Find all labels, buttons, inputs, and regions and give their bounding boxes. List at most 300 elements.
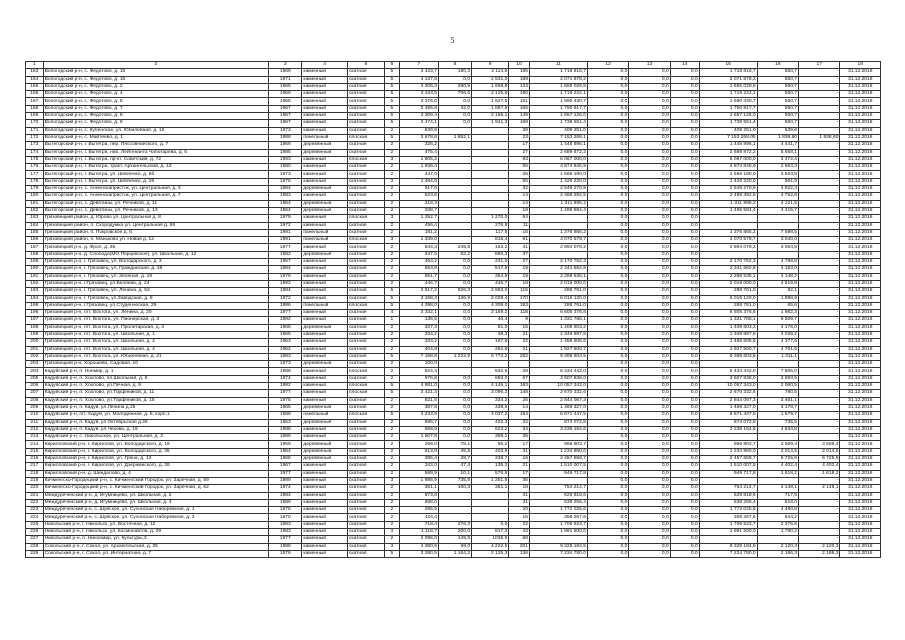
table-cell: 1968	[269, 456, 302, 463]
table-cell: 115	[509, 288, 530, 295]
table-cell: 31.12.2016	[840, 127, 881, 134]
table-cell: плоская	[347, 215, 384, 222]
table-cell: Никольский р-н, г. Никольск, ул. Космонавтов, д. 29	[43, 529, 269, 536]
table-cell: 1982	[269, 251, 302, 258]
table-cell: 0,0	[629, 412, 670, 419]
table-cell: 5	[385, 113, 399, 120]
column-header-13: 13	[629, 62, 670, 69]
table-cell: 2	[385, 324, 399, 331]
table-cell: 0,0	[670, 259, 699, 266]
table-cell: 4 519,8	[757, 280, 798, 287]
table-cell: 0,0	[670, 339, 699, 346]
table-cell: 218	[26, 470, 44, 477]
table-cell: 31.12.2016	[840, 237, 881, 244]
table-cell: 229	[26, 550, 44, 557]
table-cell: скатная	[347, 507, 384, 514]
table-cell: 0,0	[629, 390, 670, 397]
column-header-14: 14	[670, 62, 699, 69]
table-body	[26, 69, 881, 558]
table-cell: Грязовецкий р-н, г. Грязовец, ул. Гражданская, д. 26	[43, 266, 269, 273]
table-cell: 0,0	[587, 426, 628, 433]
table-cell: Грязовецкий р-н, пгт. Вохтога, ул. Школьная, д. 4	[43, 346, 269, 353]
table-row	[26, 259, 881, 266]
table-cell: скатная	[347, 331, 384, 338]
table-cell: -	[799, 324, 840, 331]
table-cell: скатная	[347, 91, 384, 98]
table-cell: -	[799, 536, 840, 543]
table-cell: 639,9	[399, 127, 438, 134]
table-cell	[438, 207, 471, 214]
table-cell: 31.12.2016	[840, 229, 881, 236]
table-cell: скатная	[347, 266, 384, 273]
table-cell: 31.12.2016	[840, 215, 881, 222]
table-cell: Вытегорский р-н, с. Девятины, ул. Речников, д. 11	[43, 200, 269, 207]
table-cell	[472, 127, 509, 134]
table-cell: 31.12.2016	[840, 120, 881, 127]
table-cell: 2	[385, 507, 399, 514]
table-cell: 3 607 838,0	[699, 375, 757, 382]
table-cell: 0,0	[629, 463, 670, 470]
table-cell: 0,0	[472, 521, 509, 528]
table-cell: 2 060,5	[757, 383, 798, 390]
table-cell: 1986	[269, 434, 302, 441]
table-cell: 2	[385, 419, 399, 426]
table-cell: 0,0	[670, 397, 699, 404]
table-cell	[699, 477, 757, 484]
table-cell: Грязовецкий район, п. Покровское д. 6	[43, 229, 269, 236]
table-cell: 3 280,5	[399, 550, 438, 557]
table-cell: -	[799, 353, 840, 360]
table-cell: 18	[509, 207, 530, 214]
table-cell: 0,0	[670, 222, 699, 229]
table-cell: -	[799, 404, 840, 411]
table-cell	[529, 215, 587, 222]
table-cell: 0,0	[629, 310, 670, 317]
table-cell: 0,0	[629, 485, 670, 492]
table-cell: скатная	[347, 499, 384, 506]
table-cell: 91,0	[472, 324, 509, 331]
table-cell: 385,4	[399, 456, 438, 463]
table-row	[26, 485, 881, 492]
table-cell: 2 186,3	[799, 550, 840, 557]
table-cell: 949 717,8	[529, 470, 587, 477]
table-cell: 55	[509, 178, 530, 185]
table-cell: 0,0	[629, 280, 670, 287]
table-cell: Кадуйский р-н, п. Кадуй, ул.Чехова, д. 19	[43, 426, 269, 433]
table-cell: 0,0	[629, 251, 670, 258]
table-cell: Вытегорский р-н, с. Девятины, ул. Речников, д. 13	[43, 207, 269, 214]
table-row	[26, 295, 881, 302]
table-cell: 0,0	[629, 171, 670, 178]
table-cell: -	[799, 390, 840, 397]
table-cell: скатная	[347, 434, 384, 441]
table-cell: 0,0	[670, 142, 699, 149]
table-cell: Междуреченский р-н, с. Шуйское, ул. Сухонская Набережная, д. 3	[43, 514, 269, 521]
table-cell: 0,0	[670, 419, 699, 426]
table-cell: 1 495 584,4	[529, 207, 587, 214]
table-cell: 262	[509, 353, 530, 360]
table-cell: 1 495 584,4	[699, 207, 757, 214]
table-cell: 173	[26, 142, 44, 149]
table-cell: 225	[26, 521, 44, 528]
table-cell: 31.12.2016	[840, 397, 881, 404]
table-cell: скатная	[347, 456, 384, 463]
table-cell: 424,4	[399, 514, 438, 521]
table-cell: 1 510 007,5	[529, 463, 587, 470]
table-cell: 2	[385, 164, 399, 171]
table-cell: 3 474,1	[399, 120, 438, 127]
table-row	[26, 91, 881, 98]
table-cell: -	[799, 266, 840, 273]
table-cell: 6 671 447,5	[529, 412, 587, 419]
table-cell: 1 234 860,0	[699, 448, 757, 455]
table-cell	[529, 536, 587, 543]
table-cell: 180,3	[438, 69, 471, 76]
table-cell: 31.12.2016	[840, 426, 881, 433]
table-cell: 2	[385, 463, 399, 470]
table-cell: 0,0	[587, 397, 628, 404]
table-cell: 0,0	[587, 383, 628, 390]
table-cell: 1 448 896,1	[699, 142, 757, 149]
table-cell: каменный	[302, 222, 348, 229]
table-cell	[472, 156, 509, 163]
table-cell	[438, 149, 471, 156]
table-cell: 563,9	[399, 266, 438, 273]
table-cell: 2 288 535,1	[699, 273, 757, 280]
table-cell: 0,0	[587, 273, 628, 280]
table-row	[26, 222, 881, 229]
table-cell: 2	[385, 514, 399, 521]
table-cell: 2 125,3	[472, 550, 509, 557]
table-cell: 0,0	[587, 251, 628, 258]
table-cell: 31.12.2016	[840, 434, 881, 441]
table-cell: каменный	[302, 295, 348, 302]
table-cell: 1975	[269, 397, 302, 404]
table-cell: 2	[385, 426, 399, 433]
table-cell: 31.12.2016	[840, 273, 881, 280]
table-row	[26, 426, 881, 433]
table-cell: 0,0	[670, 134, 699, 141]
table-cell: 31.12.2016	[840, 171, 881, 178]
table-cell: каменный	[302, 529, 348, 536]
table-cell: 1973	[269, 171, 302, 178]
table-row	[26, 127, 881, 134]
table-cell: 0,0	[670, 331, 699, 338]
table-cell	[472, 142, 509, 149]
table-cell: скатная	[347, 149, 384, 156]
table-cell: 0,0	[670, 361, 699, 368]
table-cell: 1965	[269, 331, 302, 338]
table-cell: 1 118,7	[399, 529, 438, 536]
table-row	[26, 375, 881, 382]
table-cell: каменный	[302, 273, 348, 280]
table-cell: 1 251,9	[472, 477, 509, 484]
table-cell: 0,0	[438, 346, 471, 353]
table-cell: 0,0	[670, 375, 699, 382]
table-cell: 211	[26, 419, 44, 426]
table-cell: 0,0	[438, 390, 471, 397]
table-cell: 4 789,8	[757, 259, 798, 266]
table-cell: 0,0	[670, 368, 699, 375]
table-cell: скатная	[347, 485, 384, 492]
table-cell: 31.12.2016	[840, 149, 881, 156]
table-cell: 32	[509, 419, 530, 426]
table-cell: -	[799, 529, 840, 536]
table-cell: -	[799, 156, 840, 163]
table-cell	[529, 251, 587, 258]
table-cell: каменный	[302, 331, 348, 338]
table-cell: 2 341 662,8	[529, 266, 587, 273]
table-cell: 2	[385, 251, 399, 258]
table-cell: 6 087 000,0	[529, 156, 587, 163]
table-cell: 1	[385, 317, 399, 324]
table-cell: 19	[509, 266, 530, 273]
table-cell: 2 670 332,6	[529, 390, 587, 397]
table-cell: 358 267,6	[529, 514, 587, 521]
table-cell: Грязовецкий р-н, пгт. Вохтога, ул. Пролетарская, д. 3	[43, 324, 269, 331]
table-cell: панельный	[302, 229, 348, 236]
table-cell: 0,0	[438, 113, 471, 120]
table-cell: 0,0	[438, 397, 471, 404]
table-cell: 32	[509, 186, 530, 193]
table-cell: 817,3	[472, 529, 509, 536]
table-cell: 2	[385, 375, 399, 382]
table-cell: 0,0	[670, 529, 699, 536]
table-cell: 550,7	[757, 105, 798, 112]
table-cell: 0,0	[670, 171, 699, 178]
table-cell: 1 867,8	[472, 105, 509, 112]
table-cell: 780,5	[757, 390, 798, 397]
table-cell: 4 039,2	[757, 331, 798, 338]
table-cell: скатная	[347, 273, 384, 280]
table-cell: каменный	[302, 317, 348, 324]
table-cell: 4 480,8	[757, 507, 798, 514]
table-cell: 2 125,8	[472, 91, 509, 98]
table-cell: 0,0	[629, 266, 670, 273]
table-cell: 351,1	[399, 485, 438, 492]
table-cell: каменный	[302, 76, 348, 83]
table-cell: скатная	[347, 397, 384, 404]
table-cell: Вытегорский р-н, г. Вытегра, ул. Шевченко, д. 26	[43, 178, 269, 185]
table-cell: 0,0	[438, 339, 471, 346]
table-cell: Грязовецкий р-н, г. Грязовец, ул. Зеленая, д. 19	[43, 273, 269, 280]
table-cell	[529, 361, 587, 368]
table-cell: 1 657 126,0	[699, 113, 757, 120]
table-cell: -	[799, 171, 840, 178]
table-cell: 453,2	[399, 259, 438, 266]
table-cell: 31.12.2016	[840, 463, 881, 470]
table-cell: 276,3	[438, 521, 471, 528]
table-cell: 1957	[269, 259, 302, 266]
table-cell: 1963	[269, 339, 302, 346]
table-cell	[438, 127, 471, 134]
table-cell: 326,2	[399, 142, 438, 149]
table-cell: 456,4	[399, 222, 438, 229]
table-cell: 0,0	[670, 353, 699, 360]
table-cell: 5	[385, 69, 399, 76]
table-cell: 5	[385, 383, 399, 390]
table-cell: 190	[26, 266, 44, 273]
table-cell: 3	[385, 178, 399, 185]
column-header-18: 18	[840, 62, 881, 69]
table-cell: 0,0	[438, 404, 471, 411]
table-cell: 17	[509, 441, 530, 448]
table-cell: 28,7	[438, 456, 471, 463]
table-cell: каменный	[302, 105, 348, 112]
table-cell: 7 234 780,0	[529, 550, 587, 557]
table-cell: 0,0	[587, 164, 628, 171]
table-cell: 347,5	[399, 251, 438, 258]
table-cell: 1 780,2	[757, 529, 798, 536]
table-cell: Вологодский р-н, с. Майтеево, д. 1	[43, 134, 269, 141]
table-cell: 6 016 120,0	[699, 295, 757, 302]
table-cell: 14	[509, 200, 530, 207]
table-cell: 2	[385, 127, 399, 134]
table-cell: 0,0	[670, 463, 699, 470]
table-cell: Вытегорский р-н, с. Анненскапристок, ул. Центральная, д. 7	[43, 193, 269, 200]
table-row	[26, 477, 881, 484]
table-cell: 4 037,2	[472, 412, 509, 419]
table-cell	[757, 434, 798, 441]
table-cell: 0,0	[629, 550, 670, 557]
table-cell: 1983	[269, 521, 302, 528]
table-cell: 1 658,8	[472, 83, 509, 90]
table-cell: 5	[385, 83, 399, 90]
column-header-2: 2	[43, 62, 269, 69]
table-row	[26, 514, 881, 521]
table-row	[26, 499, 881, 506]
table-cell: 0,0	[438, 331, 471, 338]
table-cell: 2 186,3	[757, 550, 798, 557]
table-cell: 343,0	[399, 463, 438, 470]
table-cell: 1 164,2	[438, 550, 471, 557]
table-cell: скатная	[347, 419, 384, 426]
table-cell: каменный	[302, 390, 348, 397]
table-cell: 31.12.2016	[840, 105, 881, 112]
table-cell: 1 339,0	[399, 237, 438, 244]
table-cell: 193	[509, 383, 530, 390]
table-cell: каменный	[302, 120, 348, 127]
table-cell: Междуреченский р-н, с. Шуйское, ул. Сухонская Набережная, д. 1	[43, 507, 269, 514]
table-cell: 735,8	[438, 477, 471, 484]
table-cell: 1984	[269, 492, 302, 499]
table-cell	[438, 507, 471, 514]
table-cell: 7 153 268,05	[699, 134, 757, 141]
table-cell: 199	[26, 331, 44, 338]
table-cell: 523,6	[399, 193, 438, 200]
table-cell: 31.12.2016	[840, 485, 881, 492]
table-cell: 3 607 838,0	[529, 375, 587, 382]
table-cell: 227	[26, 536, 44, 543]
table-cell: 1964	[269, 207, 302, 214]
table-cell: 4 176,0	[757, 324, 798, 331]
table-cell: каменный	[302, 521, 348, 528]
table-cell: 221	[26, 492, 44, 499]
table-cell: Вологодский р-н, с. Федотово, д. 9	[43, 120, 269, 127]
column-header-11: 11	[529, 62, 587, 69]
table-cell: скатная	[347, 543, 384, 550]
table-cell: 206	[26, 383, 44, 390]
table-cell	[472, 492, 509, 499]
table-cell: 0,0	[587, 200, 628, 207]
table-cell: 31.12.2016	[840, 207, 881, 214]
table-cell: 0,0	[629, 200, 670, 207]
table-cell: 0,0	[587, 339, 628, 346]
table-cell: 961,9	[757, 178, 798, 185]
table-cell: 0,0	[670, 266, 699, 273]
table-cell: 4 380,5	[399, 543, 438, 550]
table-cell: Кичменгско-Городецкий р-н, с. Кичменгский Городок, ул. Заречная, д. 59	[43, 477, 269, 484]
table-cell: каменный	[302, 353, 348, 360]
table-cell: 1 836,4	[399, 164, 438, 171]
table-cell: 0,0	[438, 412, 471, 419]
table-cell: панельный	[302, 412, 348, 419]
table-cell: 35	[509, 434, 530, 441]
table-cell: 1969	[269, 69, 302, 76]
table-cell: 205	[26, 375, 44, 382]
table-cell: 2 071 878,2	[699, 76, 757, 83]
table-cell: 4 398,0	[399, 302, 438, 309]
table-cell: скатная	[347, 492, 384, 499]
table-cell: Вытегорский р-н, с. Анненскапристок, ул. Центральная, д. 3	[43, 186, 269, 193]
table-row	[26, 207, 881, 214]
table-cell	[438, 164, 471, 171]
table-cell	[529, 434, 587, 441]
table-cell: Вытегорский р-н, г. Вытегра, тракт. Архангельский, д. 13	[43, 164, 269, 171]
table-cell: 201	[509, 543, 530, 550]
table-cell: скатная	[347, 426, 384, 433]
table-cell: 2	[385, 331, 399, 338]
table-cell: 3 028,4	[472, 295, 509, 302]
table-cell: 171	[26, 127, 44, 134]
table-cell: Кадуйский р-н, п. Хохлово, ул.Печная, д. 9	[43, 383, 269, 390]
table-cell: 893,0	[472, 375, 509, 382]
table-cell	[472, 178, 509, 185]
table-cell: -	[799, 164, 840, 171]
table-row	[26, 368, 881, 375]
table-cell: 0,0	[629, 339, 670, 346]
table-cell: 17	[509, 142, 530, 149]
table-cell: 0,0	[670, 251, 699, 258]
table-cell: 0,0	[587, 419, 628, 426]
table-cell: 1983	[269, 529, 302, 536]
table-cell: 1989	[269, 499, 302, 506]
table-cell: 4 153,0	[757, 266, 798, 273]
table-cell: 1 719 222,1	[699, 91, 757, 98]
table-cell: 67	[509, 375, 530, 382]
table-cell: 172	[26, 134, 44, 141]
table-cell: скатная	[347, 404, 384, 411]
table-cell: 1 991 500,0	[529, 529, 587, 536]
table-cell: 2	[385, 259, 399, 266]
table-cell: Грязовецкий район, п. Маньково ул. Новая д. 12	[43, 237, 269, 244]
table-cell: 589,9	[399, 470, 438, 477]
table-cell: 195	[509, 69, 530, 76]
table-cell: Кадуйский р-н, п. Ноемир, д. 1	[43, 368, 269, 375]
table-cell: Кадуйский р-н, пгт. Кадуй, ул. Молодежная, д. 8, корп.1	[43, 412, 269, 419]
table-cell: 0,0	[438, 266, 471, 273]
table-cell: 204	[26, 368, 44, 375]
table-cell: 0,0	[587, 463, 628, 470]
table-cell: 31.12.2016	[840, 91, 881, 98]
table-cell: 1988	[269, 543, 302, 550]
table-row	[26, 507, 881, 514]
table-cell: 4 761,6	[757, 346, 798, 353]
table-cell: 0,0	[587, 178, 628, 185]
table-cell: Кичменгско-Городецкий р-н, с. Кичменгский Городок, ул. Заречная, д. 62	[43, 485, 269, 492]
table-cell: 1 852,1	[438, 134, 471, 141]
table-cell: 15	[509, 324, 530, 331]
